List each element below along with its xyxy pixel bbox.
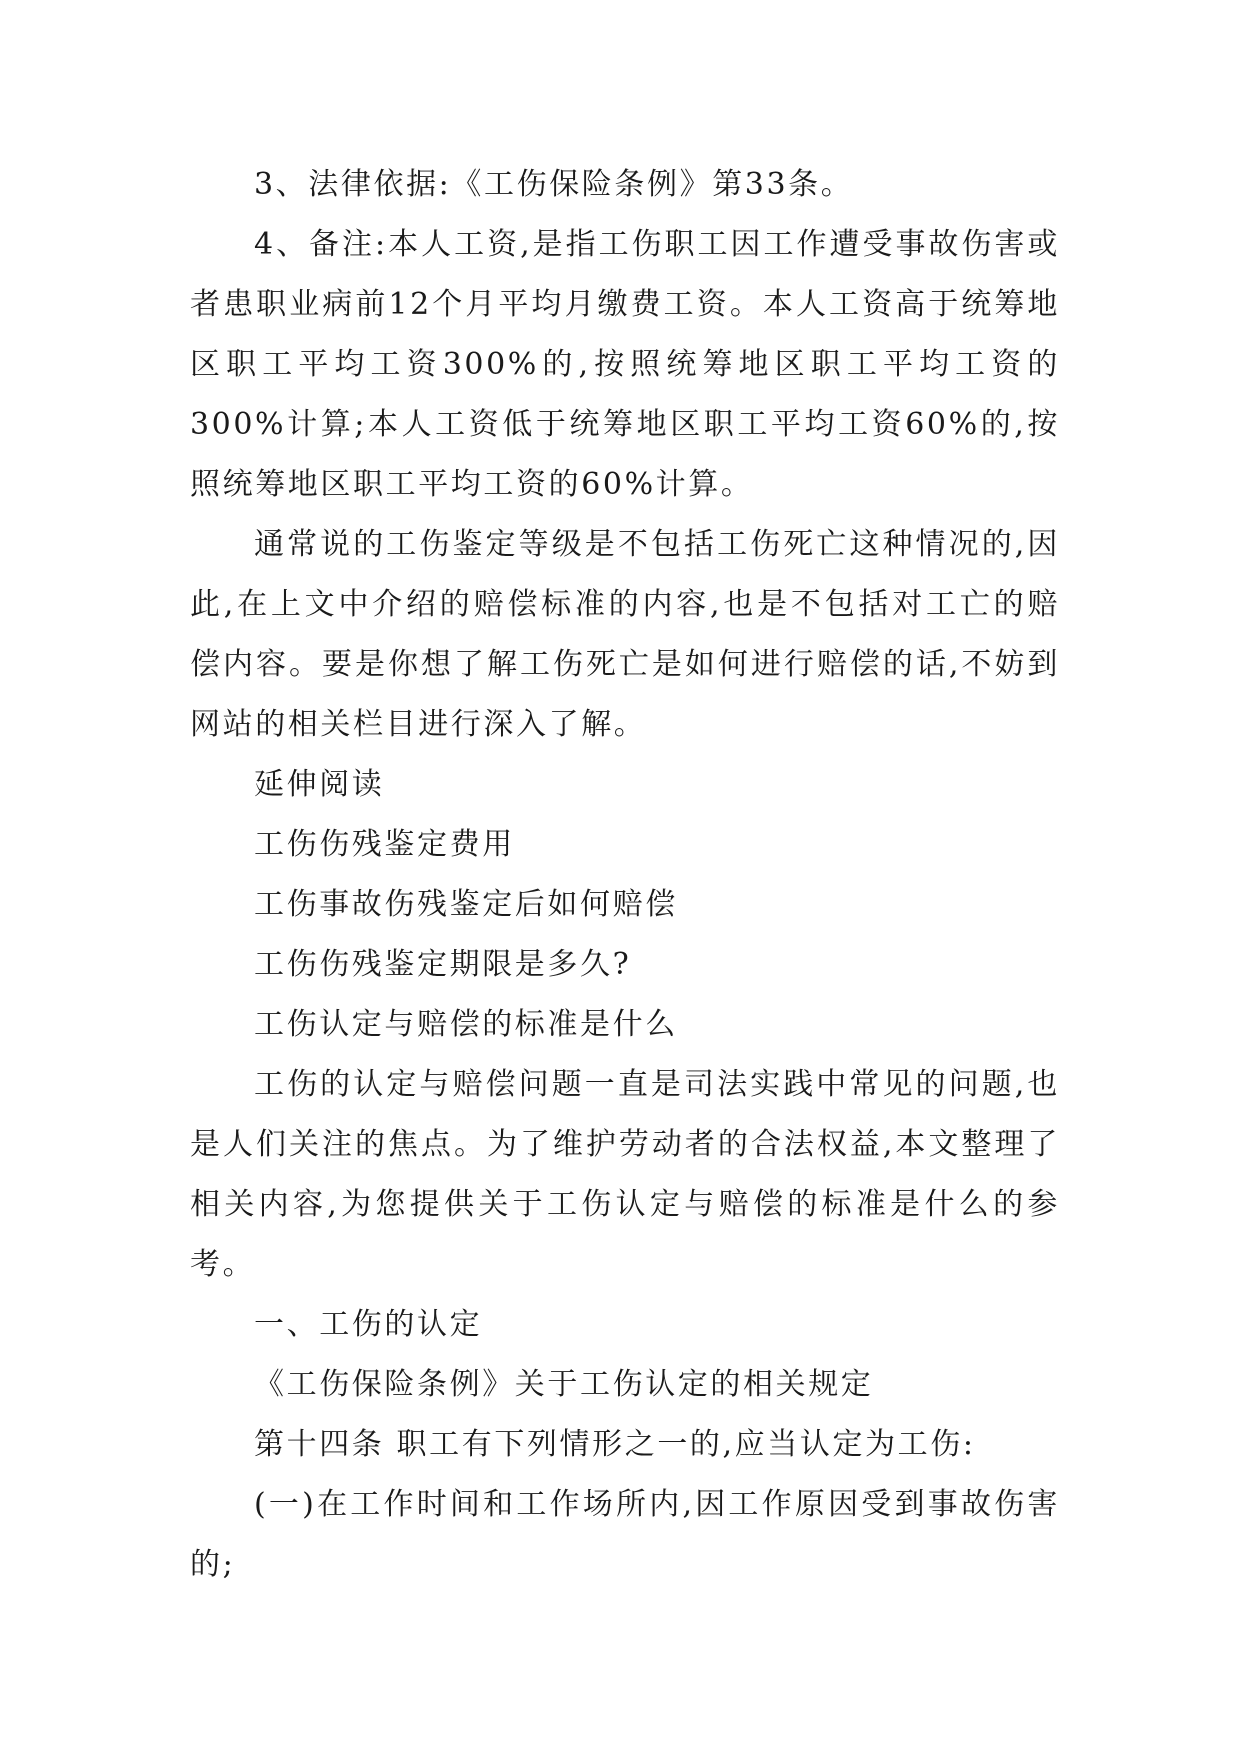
paragraph-intro: 工伤的认定与赔偿问题一直是司法实践中常见的问题,也是人们关注的焦点。为了维护劳动者的合法权益,本文整理了相关内容,为您提供关于工伤认定与赔偿的标准是什么的参考。 bbox=[190, 1067, 1060, 1282]
related-link-appraisal-fee: 工伤伤残鉴定费用 bbox=[254, 827, 515, 862]
article-item-one: (一)在工作时间和工作场所内,因工作原因受到事故伤害的; bbox=[190, 1487, 1060, 1582]
related-link-compensation-after-appraisal: 工伤事故伤残鉴定后如何赔偿 bbox=[254, 887, 678, 922]
related-link-appraisal-period: 工伤伤残鉴定期限是多久? bbox=[254, 947, 632, 982]
article-fourteen: 第十四条 职工有下列情形之一的,应当认定为工伤: bbox=[254, 1427, 976, 1462]
paragraph-remarks: 4、备注:本人工资,是指工伤职工因工作遭受事故伤害或者患职业病前12个月平均月缴费工资。本人工资高于统筹地区职工平均工资300%的,按照统筹地区职工平均工资的300%计算;本人工资低于统筹地区职工平均工资60%的,按照统筹地区职工平均工资的60%计算。 bbox=[190, 227, 1060, 502]
section-title: 工伤认定与赔偿的标准是什么 bbox=[254, 1007, 678, 1042]
document-body bbox=[190, 155, 1060, 1595]
paragraph-death-note: 通常说的工伤鉴定等级是不包括工伤死亡这种情况的,因此,在上文中介绍的赔偿标准的内容,也是不包括对工亡的赔偿内容。要是你想了解工伤死亡是如何进行赔偿的话,不妨到网站的相关栏目进行深入了解。 bbox=[190, 527, 1060, 742]
paragraph-legal-basis: 3、法律依据:《工伤保险条例》第33条。 bbox=[254, 167, 854, 202]
heading-identification: 一、工伤的认定 bbox=[254, 1307, 483, 1342]
heading-regulation: 《工伤保险条例》关于工伤认定的相关规定 bbox=[254, 1367, 874, 1402]
heading-further-reading: 延伸阅读 bbox=[254, 767, 385, 802]
